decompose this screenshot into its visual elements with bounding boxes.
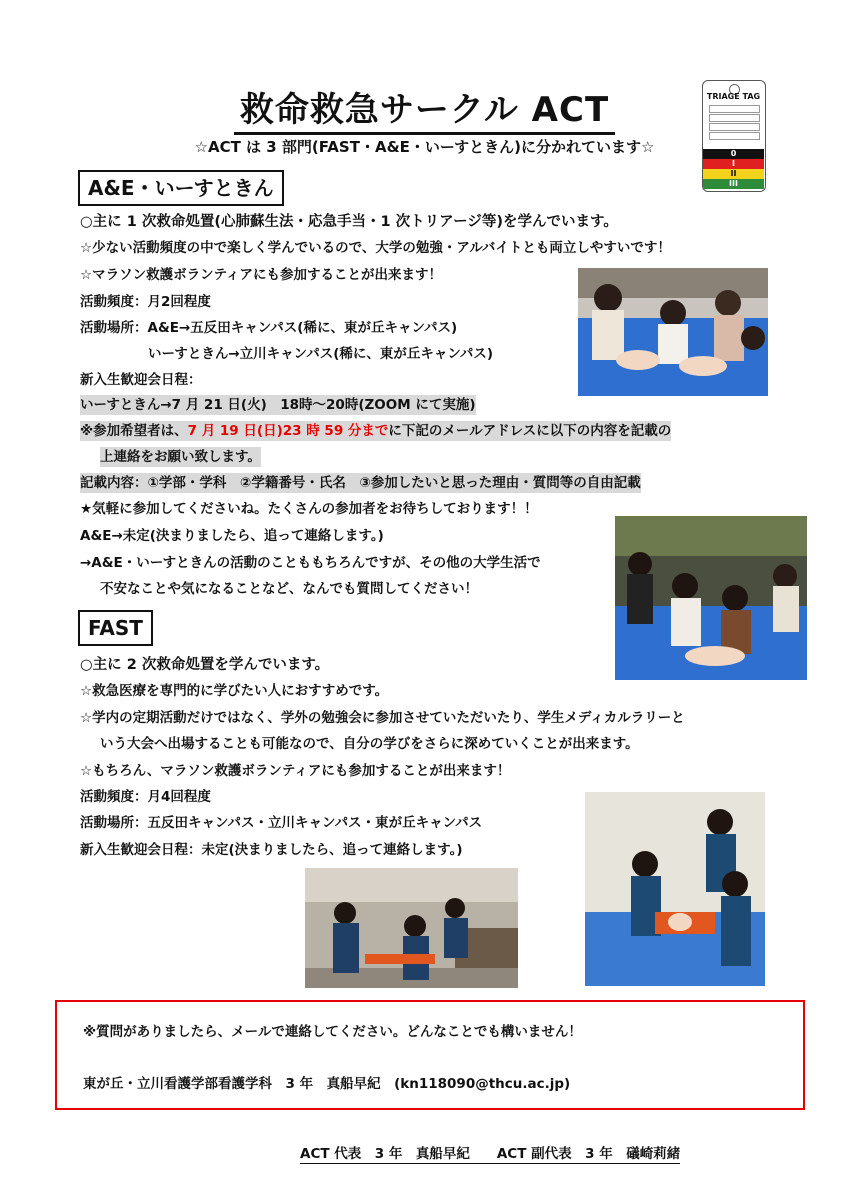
section-heading-ae: A&E・いーすときん [78,170,284,206]
notice-deadline: 7 月 19 日(日)23 時 59 分まで [187,423,389,439]
fast-line: 活動場所：五反田キャンパス・立川キャンパス・東が丘キャンパス [80,815,483,831]
tag-field [709,132,760,140]
ae-line: ☆少ない活動頻度の中で楽しく学んでいるので、大学の勉強・アルバイトとも両立しやすいです！ [80,240,671,256]
ae-line: 活動頻度：月2回程度 [80,294,211,310]
fast-line: ☆救急医療を専門的に学びたい人におすすめです。 [80,683,389,699]
notice-post: に下記のメールアドレスに以下の内容を記載の [388,423,672,439]
ae-line: 記載内容：①学部・学科 ②学籍番号・氏名 ③参加したいと思った理由・質問等の自由記載 [80,475,641,491]
contact-person: 東が丘・立川看護学部看護学科 3 年 真船早紀 (kn118090@thcu.ac.jp) [83,1076,571,1092]
fast-line: ○主に 2 次救命処置を学んでいます。 [80,657,330,673]
tag-field [709,105,760,113]
section-heading-fast: FAST [78,610,153,646]
ae-line: いーすときん→立川キャンパス(稀に、東が丘キャンパス) [148,346,494,362]
fast-line: ☆もちろん、マラソン救護ボランティアにも参加することが出来ます！ [80,763,511,779]
ae-notice [80,421,671,441]
page-title-text: 救命救急サークル ACT [234,90,615,135]
fast-line: 新入生歓迎会日程：未定(決まりましたら、追って連絡します。) [80,842,463,858]
photo-ae-first-aid [615,516,807,680]
photo-ae-cpr-training [578,268,768,396]
photo-fast-stretcher [305,868,518,988]
tag-field [709,123,760,131]
footer-representatives: ACT 代表 3 年 真船早紀 ACT 副代表 3 年 礒崎莉緒 [300,1142,680,1164]
triage-level-yellow: II [703,169,764,179]
triage-tag-icon [702,80,766,192]
tag-field [709,114,760,122]
ae-line: ☆マラソン救護ボランティアにも参加することが出来ます！ [80,267,443,283]
fast-line: ☆学内の定期活動だけではなく、学外の勉強会に参加させていただいたり、学生メディカルラリーと [80,710,685,726]
ae-line: A&E→未定(決まりましたら、追って連絡します。) [80,528,384,544]
ae-line: ★気軽に参加してくださいね。たくさんの参加者をお待ちしております！！ [80,501,538,517]
ae-line: 不安なことや気になることなど、なんでも質問してください！ [100,581,478,597]
ae-line: 新入生歓迎会日程： [80,372,202,388]
notice-pre: ※参加希望者は、 [80,423,188,439]
fast-line: 活動頻度：月4回程度 [80,789,211,805]
page-subtitle: ☆ACT は 3 部門(FAST・A&E・いーすときん)に分かれています☆ [194,138,655,156]
contact-note: ※質問がありましたら、メールで連絡してください。どんなことでも構いません！ [83,1024,582,1040]
triage-tag-label: TRIAGE TAG [706,92,761,101]
ae-line: →A&E・いーすときんの活動のことももちろんですが、その他の大学生活で [80,555,541,571]
ae-welcome-date: いーすときん→7 月 21 日(火) 18時～20時(ZOOM にて実施) [80,397,476,413]
fast-line: いう大会へ出場することも可能なので、自分の学びをさらに深めていくことが出来ます。 [100,736,639,752]
photo-fast-simulation [585,792,765,986]
contact-box [55,1000,805,1110]
triage-level-green: III [703,179,764,189]
ae-line: 活動場所：A&E→五反田キャンパス(稀に、東が丘キャンパス) [80,320,458,336]
triage-level-black: 0 [703,149,764,159]
triage-level-red: I [703,159,764,169]
ae-notice-cont: 上連絡をお願い致します。 [100,449,261,465]
ae-line: ○主に 1 次救命処置(心肺蘇生法・応急手当・1 次トリアージ等)を学んでいます。 [80,214,618,230]
